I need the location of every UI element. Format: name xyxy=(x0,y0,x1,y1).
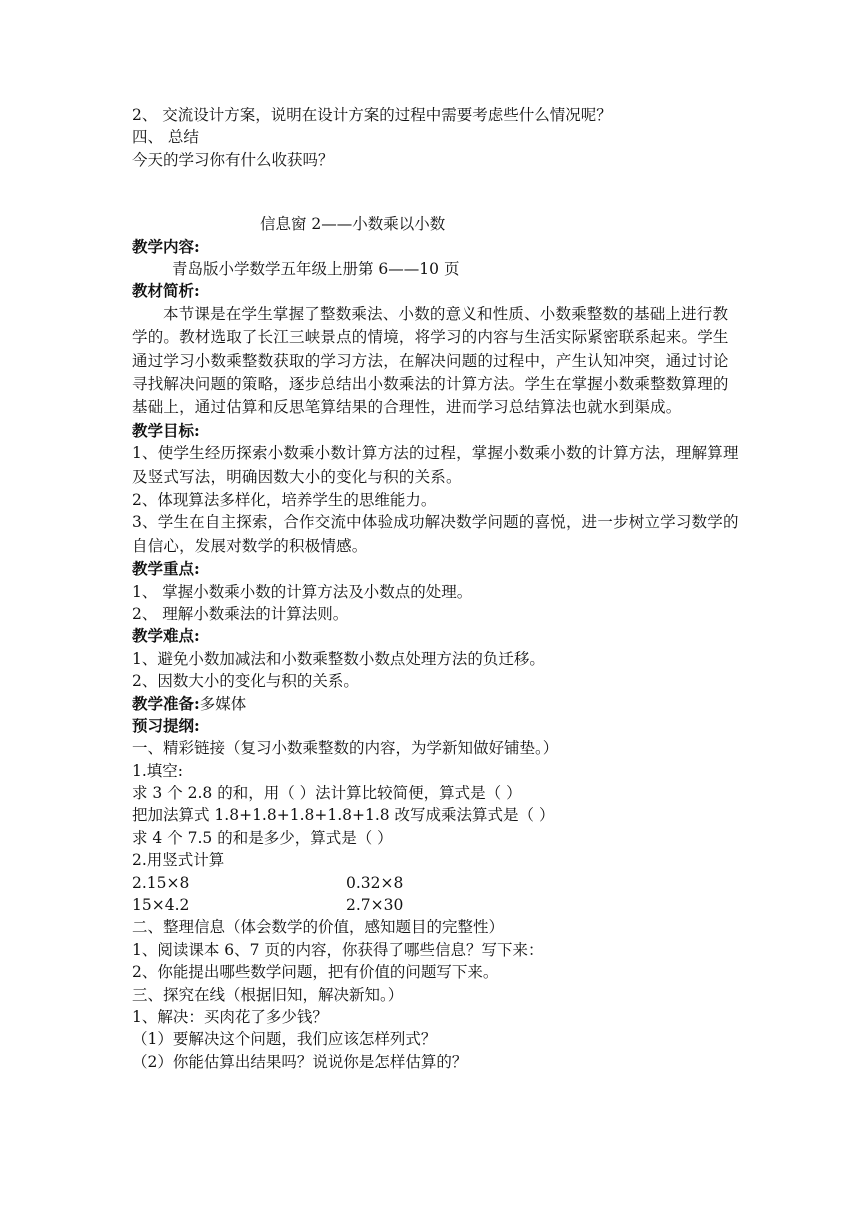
heading-key-points: 教学重点: xyxy=(132,559,200,579)
part2-item: 2、你能提出哪些数学问题，把有价值的问题写下来。 xyxy=(132,963,499,982)
top-line: 今天的学习你有什么收获吗？ xyxy=(132,150,334,169)
goal-item: 1、使学生经历探索小数乘小数计算方法的过程，掌握小数乘小数的计算方法，理解算理及竖式写法，明确因数大小的变化与积的关系。 xyxy=(132,444,739,486)
heading-analysis: 教材简析: xyxy=(132,281,200,301)
difficult-point: 2、因数大小的变化与积的关系。 xyxy=(132,672,359,691)
calc-item: 15×4.2 xyxy=(132,896,190,915)
goal-item: 2、体现算法多样化，培养学生的思维能力。 xyxy=(132,490,437,509)
outline-part: 二、整理信息（体会数学的价值，感知题目的完整性） xyxy=(132,918,505,937)
document-page xyxy=(132,104,742,1073)
heading-prep: 教学准备: xyxy=(132,693,200,713)
heading-outline: 预习提纲: xyxy=(132,715,200,735)
fill-item: 求 3 个 2.8 的和，用（ ）法计算比较简便，算式是（ ） xyxy=(132,784,522,803)
fill-item: 把加法算式 1.8+1.8+1.8+1.8+1.8 改写成乘法算式是（ ） xyxy=(132,806,555,825)
heading-content: 教学内容: xyxy=(132,236,200,256)
difficult-point: 1、避免小数加减法和小数乘整数小数点处理方法的负迁移。 xyxy=(132,649,545,668)
content-text: 青岛版小学数学五年级上册第 6——10 页 xyxy=(172,259,460,278)
calc-row xyxy=(132,894,742,916)
calc-item: 2.15×8 xyxy=(132,873,190,892)
part3-item: 1、解决：买肉花了多少钱？ xyxy=(132,1007,328,1026)
vertical-calc-label: 2.用竖式计算 xyxy=(132,851,225,870)
heading-difficult-points: 教学难点: xyxy=(132,626,200,646)
fill-item: 求 4 个 7.5 的和是多少，算式是（ ） xyxy=(132,828,393,847)
heading-goals: 教学目标: xyxy=(132,420,200,440)
part2-item: 1、阅读课本 6、7 页的内容，你获得了哪些信息？写下来： xyxy=(132,940,544,959)
key-point: 2、 理解小数乘法的计算法则。 xyxy=(132,604,349,623)
outline-part: 三、探究在线（根据旧知，解决新知。） xyxy=(132,985,404,1004)
calc-row xyxy=(132,872,742,894)
prep-line xyxy=(132,693,742,715)
spacer xyxy=(132,171,742,213)
top-line: 2、 交流设计方案，说明在设计方案的过程中需要考虑些什么情况呢？ xyxy=(132,106,612,124)
part3-item: （2）你能估算出结果吗？说说你是怎样估算的？ xyxy=(132,1052,468,1071)
outline-part: 一、精彩链接（复习小数乘整数的内容，为学新知做好铺垫。） xyxy=(132,739,559,758)
top-line: 四、 总结 xyxy=(132,128,199,147)
fill-label: 1.填空: xyxy=(132,761,184,780)
section-title: 信息窗 2——小数乘以小数 xyxy=(260,215,446,234)
calc-item: 2.7×30 xyxy=(346,896,404,915)
analysis-paragraph: 本节课是在学生掌握了整数乘法、小数的意义和性质、小数乘整数的基础上进行教学的。教材选取了长江三峡景点的情境，将学习的内容与生活实际紧密联系起来。学生通过学习小数乘整数获取的学习方法，在解决问题的过程中，产生认知冲突，通过讨论寻找解决问题的策略，逐步总结出小数乘法的计算方法。学生在掌握小数乘整数算理的基础上，通过估算和反思笔算结果的合理性，进而学习总结算法也就水到渠成。 xyxy=(132,304,729,417)
calc-item: 0.32×8 xyxy=(346,873,404,892)
key-point: 1、 掌握小数乘小数的计算方法及小数点的处理。 xyxy=(132,582,473,601)
goal-item: 3、学生在自主探索，合作交流中体验成功解决数学问题的喜悦，进一步树立学习数学的自信心，发展对数学的积极情感。 xyxy=(132,513,739,555)
prep-text: 多媒体 xyxy=(199,694,247,713)
part3-item: （1）要解决这个问题，我们应该怎样列式？ xyxy=(132,1030,437,1049)
